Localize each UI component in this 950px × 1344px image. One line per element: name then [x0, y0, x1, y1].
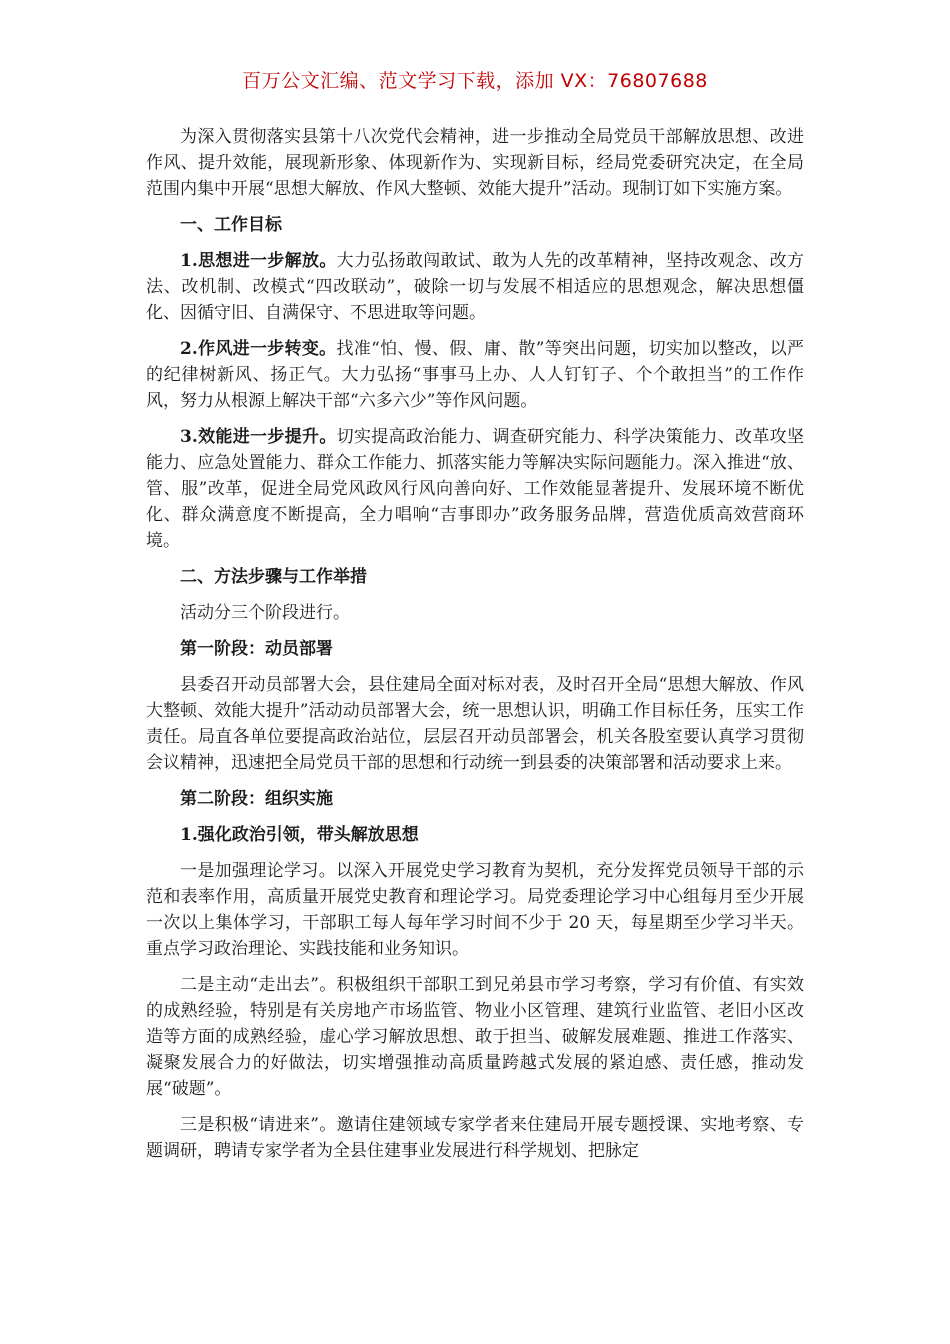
- goal-item: [146, 336, 804, 414]
- document-body: [146, 124, 804, 1174]
- section-heading: 二、方法步骤与工作举措: [180, 567, 367, 587]
- subsection-heading: 1.强化政治引领，带头解放思想: [180, 825, 419, 845]
- goal-item-text: 切实提高政治能力、调查研究能力、科学决策能力、改革攻坚能力、应急处置能力、群众工作能力、抓落实能力等解决实际问题能力。深入推进“放、管、服”改革，促进全局党风政风行风向善向好、工作效能显著提升、发展环境不断优化、群众满意度不断提高，全力唱响“吉事即办”政务服务品牌，营造优质高效营商环境。: [146, 427, 804, 551]
- stage-paragraph: 县委召开动员部署大会，县住建局全面对标对表，及时召开全局“思想大解放、作风大整顿、效能大提升”活动动员部署大会，统一思想认识，明确工作目标任务，压实工作责任。局直各单位要提高政治站位，层层召开动员部署会，机关各股室要认真学习贯彻会议精神，迅速把全局党员干部的思想和行动统一到县委的决策部署和活动要求上来。: [146, 675, 804, 773]
- goal-item: [146, 424, 804, 554]
- intro-paragraph: 为深入贯彻落实县第十八次党代会精神，进一步推动全局党员干部解放思想、改进作风、提升效能，展现新形象、体现新作为、实现新目标，经局党委研究决定，在全局范围内集中开展“思想大解放、作风大整顿、效能大提升”活动。现制订如下实施方案。: [146, 127, 804, 199]
- goal-item-text: 找准“怕、慢、假、庸、散”等突出问题，切实加以整改，以严的纪律树新风、扬正气。大力弘扬“事事马上办、人人钉钉子、个个敢担当”的工作作风，努力从根源上解决干部“六多六少”等作风问题。: [146, 339, 804, 411]
- watermark-banner: 百万公文汇编、范文学习下载，添加 VX：76807688: [242, 70, 708, 92]
- measure-paragraph: 一是加强理论学习。以深入开展党史学习教育为契机，充分发挥党员领导干部的示范和表率作用，高质量开展党史教育和理论学习。局党委理论学习中心组每月至少开展一次以上集体学习，干部职工每人每年学习时间不少于 20 天，每星期至少学习半天。重点学习政治理论、实践技能和业务知识。: [146, 861, 804, 959]
- goal-item-lead: 3.效能进一步提升。: [180, 427, 337, 447]
- section-intro: 活动分三个阶段进行。: [180, 603, 350, 623]
- goal-item-lead: 2.作风进一步转变。: [180, 339, 337, 359]
- stage-heading: 第一阶段：动员部署: [180, 639, 333, 659]
- section-heading: 一、工作目标: [180, 215, 282, 235]
- goal-item-text: 大力弘扬敢闯敢试、敢为人先的改革精神，坚持改观念、改方法、改机制、改模式“四改联动”，破除一切与发展不相适应的思想观念，解决思想僵化、因循守旧、自满保守、不思进取等问题。: [146, 251, 804, 323]
- goal-item-lead: 1.思想进一步解放。: [180, 251, 337, 271]
- measure-paragraph: 三是积极“请进来”。邀请住建领域专家学者来住建局开展专题授课、实地考察、专题调研，聘请专家学者为全县住建事业发展进行科学规划、把脉定: [146, 1115, 804, 1161]
- measure-paragraph: 二是主动“走出去”。积极组织干部职工到兄弟县市学习考察，学习有价值、有实效的成熟经验，特别是有关房地产市场监管、物业小区管理、建筑行业监管、老旧小区改造等方面的成熟经验，虚心学习解放思想、敢于担当、破解发展难题、推进工作落实、凝聚发展合力的好做法，切实增强推动高质量跨越式发展的紧迫感、责任感，推动发展“破题”。: [146, 975, 804, 1099]
- goal-item: [146, 248, 804, 326]
- stage-heading: 第二阶段：组织实施: [180, 789, 333, 809]
